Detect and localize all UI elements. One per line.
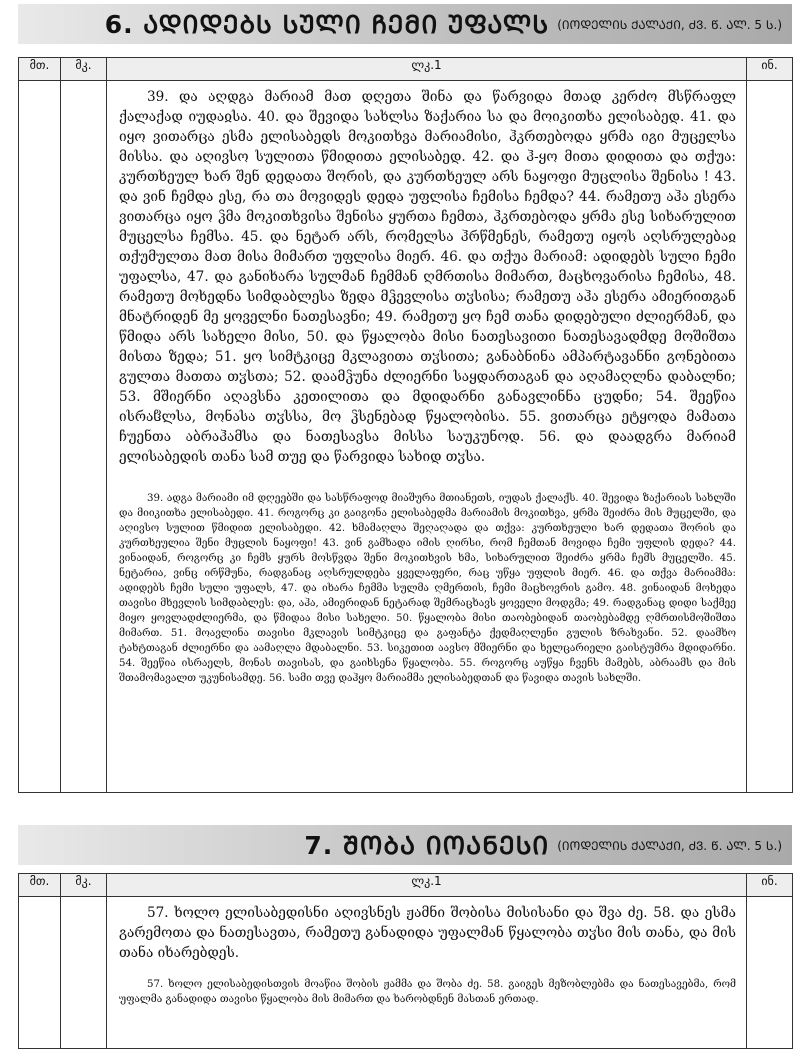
luke-paraphrase-text: 57. ხოლო ელისაბედისთვის მოაწია შობის ჟამმა და შობა ძე. 58. გაიგეს მეზობლებმა და ნათესავებმა, რომ უფალმა განადიდა თავისი წყალობა მის მიმართ და ხარობდნენ მასთან ერთად. — [119, 979, 736, 1005]
cell-luke — [107, 81, 747, 793]
luke-main-text: 57. ხოლო ელისაბედისნი აღივსნეს ჟამნი შობისა მისისანი და შვა ძე. 58. და ესმა გარემოთა და ნათესავთა, რამეთუ განადიდა უფალმან წყალობა თჳსი მის თანა, და მის თანა იხარებდეს. — [119, 905, 736, 961]
col-header-matthew: მთ. — [19, 58, 61, 81]
cell-luke — [107, 897, 747, 1049]
section-7-title: 7. ᲨᲝᲑᲐ ᲘᲝᲐᲜᲔᲡᲘ — [304, 831, 550, 860]
section-7-reference: (ᲘᲝᲓᲔᲚᲘᲡ ᲥᲐᲚᲐᲥᲘ, ᲫᲕ. Წ. ᲐᲚ. 5 Ს.) — [557, 838, 782, 853]
section-6-table — [18, 57, 793, 793]
section-7-banner — [18, 825, 792, 865]
section-7-header-row — [19, 874, 793, 897]
col-header-luke: ლკ.1 — [107, 874, 747, 897]
cell-mark — [61, 81, 107, 793]
col-header-matthew: მთ. — [19, 874, 61, 897]
col-header-luke: ლკ.1 — [107, 58, 747, 81]
section-6-banner — [18, 4, 792, 44]
col-header-john: ინ. — [747, 58, 793, 81]
cell-matthew — [19, 897, 61, 1049]
section-6-body-row — [19, 81, 793, 793]
section-6-header-row — [19, 58, 793, 81]
luke-paraphrase-text: 39. ადგა მარიამი იმ დღეებში და სასწრაფოდ მიაშურა მთიანეთს, იუდას ქალაქს. 40. შევიდა ზაქარიას სახლში და მიიკითხა ელისაბედი. 41. როგორც კი გაიგონა ელისაბედმა მარიამის მოკითხვა, ყრმა შეიძრა მის მუცელში, და აღივსო სულით წმიდით ელისაბედი. 42. ხმამაღლა შეღაღადა და თქვა: კურთხეული ხარ დედათა შორის და კურთხეულია შენი მუცლის ნაყოფი! 43. ვინ გამხადა იმის ღირსი, რომ ჩემთან მოვიდა ჩემი უფლის დედა? 44. ვინაიდან, როგორც კი ჩემს ყურს მოსწვდა შენი მოკითხვის ხმა, სიხარულით შეიძრა ყრმა ჩემს მუცელში. 45. ნეტარია, ვინც ირწმუნა, რადგანაც აღსრულდება ყველაფერი, რაც უწყა უფლის მიერ. 46. და თქვა მარიამმა: ადიდებს ჩემი სული უფალს, 47. და იხარა ჩემმა სულმა ღმერთის, ჩემი მაცხოვრის გამო. 48. ვინაიდან მოხედა თავისი მხევლის სიმდაბლეს: და, აჰა, ამიერიდან ნეტარად შემრაცხავს ყოველი მოდგმა; 49. რადგანაც დიდი საქმეე მიყო ყოვლადძლიერმა, და წმიდაა მისი სახელი. 50. წყალობა მისი თაობებიდან თაობებამდე ღმრთისმოშიშთა მიმართ. 51. მოავლინა თავისი მკლავის სიმტკიცე და გაფანტა ქედმაღლენი გულის ზრახვანი. 52. დაამხო ტახტთაგან ძლიერნი და აამაღლა მდაბალნი. 53. სიკეთით აავსო მშიერნი და ხელცარიელი გაისტუმრა მდიდარნი. 54. შეეწია ისრაელს, მონას თავისას, და გაიხსენა წყალობა. 55. როგორც აუწყა ჩვენს მამებს, აბრაამს და მის შთამომავალთ უკუნისამდე. 56. სამი თვე დაჰყო მარიამმა ელისაბედთან და წავიდა თავის სახლში. — [119, 493, 736, 684]
col-header-mark: მკ. — [61, 874, 107, 897]
section-6-title: 6. ᲐᲓᲘᲓᲔᲑᲡ ᲡᲣᲚᲘ ᲩᲔᲛᲘ ᲣᲤᲐᲚᲡ — [104, 10, 550, 39]
section-7-table — [18, 873, 793, 1049]
cell-matthew — [19, 81, 61, 793]
section-6-reference: (ᲘᲝᲓᲔᲚᲘᲡ ᲥᲐᲚᲐᲥᲘ, ᲫᲕ. Წ. ᲐᲚ. 5 Ს.) — [557, 17, 782, 32]
cell-john — [747, 81, 793, 793]
section-7-body-row — [19, 897, 793, 1049]
cell-mark — [61, 897, 107, 1049]
cell-john — [747, 897, 793, 1049]
col-header-john: ინ. — [747, 874, 793, 897]
luke-main-text: 39. და აღდგა მარიამ მათ დღეთა შინა და წარვიდა მთად კერძო მსწრაფლ ქალაქად იუდაჲსა. 40. და შევიდა სახლსა ზაქარია სა და მოიკითხა ელისაბედ. 41. და იყო ვითარცა ესმა ელისაბედს მოკითხვა მარიამისი, ჰკრთებოდა ყრმა იგი მუცელსა მისსა. და აღივსო სულითა წმიდითა ელისაბედ. 42. და ჰ-ყო მითა დიდითა და თქუა: კურთხეულ ხარ შენ დედათა შორის, და კურთხეულ არს ნაყოფი მუცლისა შენისა ! 43. და ვინ ჩემდა ესე, რა თა მოვიდეს დედა უფლისა ჩემისა ჩემდა? 44. რამეთუ აჰა ესერა ვითარცა იყო ჴმა მოკითხვისა შენისა ყურთა ჩემთა, ჰკრთებოდა ყრმა ესე სიხარულით მუცელსა ჩემსა. 45. და ნეტარ არს, რომელსა ჰრწმენეს, რამეთუ იყოს აღსრულებაჲ თქუმულთა მათ მისა მიმართ უფლისა მიერ. 46. და თქუა მარიამ: ადიდებს სული ჩემი უფალსა, 47. და განიხარა სულმან ჩემმან ღმრთისა მიმართ, მაცხოვარისა ჩემისა, 48. რამეთუ მოხედნა სიმდაბლესა ზედა მჴევლისა თჳსისა; რამეთუ აჰა ესერა ამიერითგან მნატრიდენ მე ყოველნი ნათესავნი; 49. რამეთუ ყო ჩემ თანა დიდებული ძლიერმან, და წმიდა არს სახელი მისი, 50. და წყალობა მისი ნათესავითი ნათესავადმდე მოშიშთა მისთა ზედა; 51. ყო სიმტკიცე მკლავითა თჳსითა; განაბნინა ამპარტავანნი გონებითა გულთა მათთა თჳსთა; 52. დაამჴუნა ძლიერნი საყდართაგან და აღამაღლნა დაბალნი; 53. მშიერნი აღავსნა კეთილითა და მდიდარნი განავლინნა ცუდნი; 54. შეეწია ისრაჱლსა, მონასა თჳსსა, მო ჴსენებად წყალობისა. 55. ვითარცა ეტყოდა მამათა ჩუენთა აბრაჰამსა და ნათესავსა მისსა საუკუნოდ. 56. და დაადგრა მარიამ ელისაბედის თანა სამ თუე და წარვიდა სახიდ თჳსა. — [119, 89, 736, 465]
col-header-mark: მკ. — [61, 58, 107, 81]
